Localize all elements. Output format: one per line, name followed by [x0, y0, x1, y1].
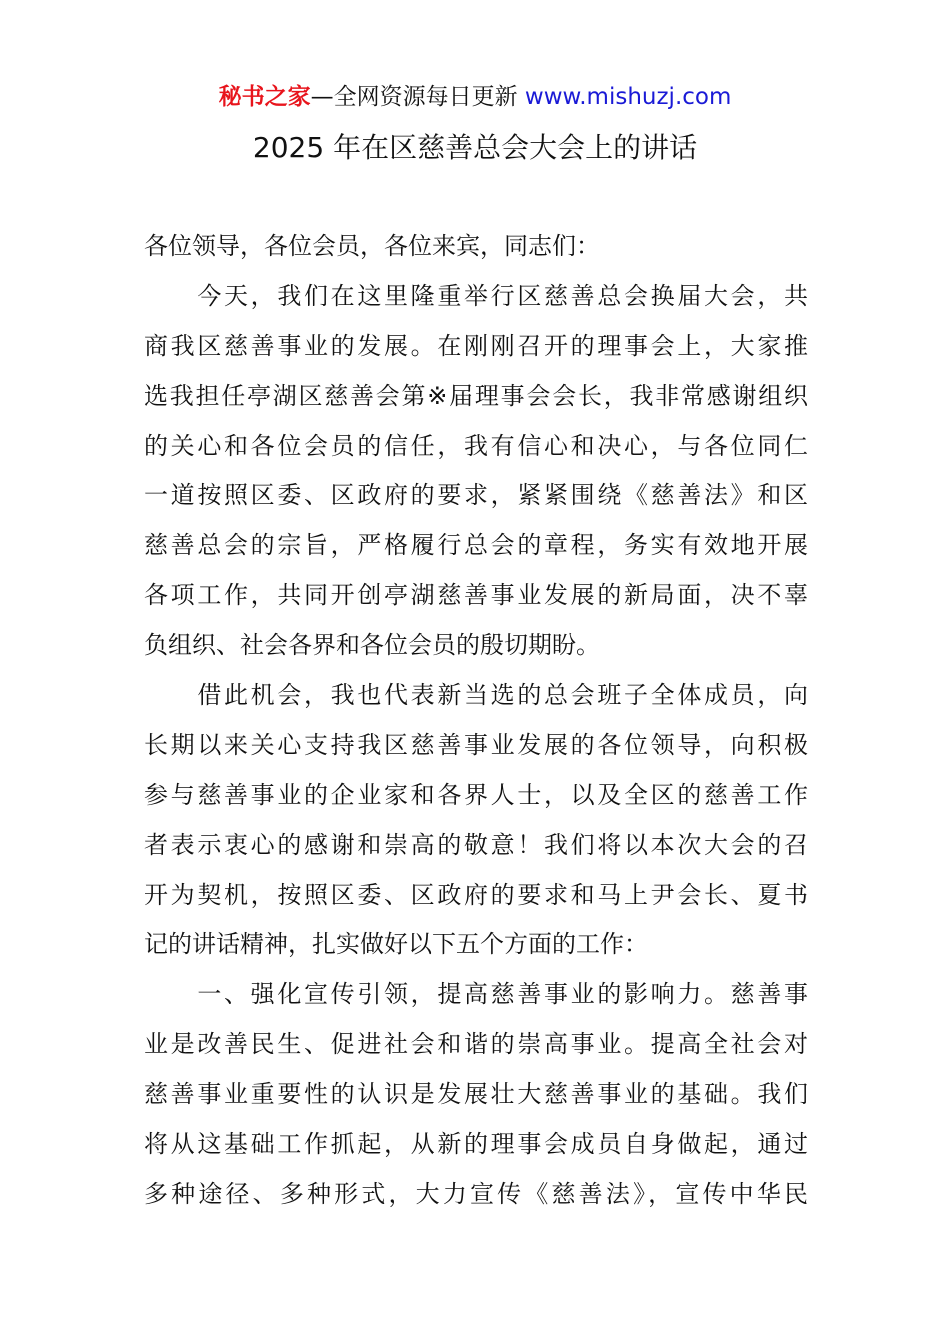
text-line: 的关心和各位会员的信任，我有信心和决心，与各位同仁 — [144, 431, 808, 460]
site-url-link[interactable]: www.mishuzj.com — [524, 84, 732, 110]
text-line: 借此机会，我也代表新当选的总会班子全体成员，向 — [144, 681, 808, 710]
text-line: 各项工作，共同开创亭湖慈善事业发展的新局面，决不辜 — [144, 581, 808, 610]
site-brand: 秘书之家 — [218, 84, 311, 110]
text-line: 长期以来关心支持我区慈善事业发展的各位领导，向积极 — [144, 730, 808, 759]
text-line: 负组织、社会各界和各位会员的殷切期盼。 — [144, 631, 600, 660]
document-body — [144, 222, 808, 1220]
text-line: 选我担任亭湖区慈善会第※届理事会会长，我非常感谢组织 — [144, 381, 808, 410]
document-title: 2025 年在区慈善总会大会上的讲话 — [252, 131, 698, 164]
text-line: 一道按照区委、区政府的要求，紧紧围绕《慈善法》和区 — [144, 481, 808, 510]
text-line: 慈善事业重要性的认识是发展壮大慈善事业的基础。我们 — [144, 1080, 808, 1109]
text-line: 开为契机，按照区委、区政府的要求和马上尹会长、夏书 — [144, 880, 808, 909]
text-line: 记的讲话精神，扎实做好以下五个方面的工作： — [144, 930, 648, 959]
site-tagline: —全网资源每日更新 — [310, 84, 518, 110]
text-line: 业是改善民生、促进社会和谐的崇高事业。提高全社会对 — [144, 1030, 808, 1059]
salutation-line: 各位领导，各位会员，各位来宾，同志们： — [144, 232, 600, 260]
text-line: 多种途径、多种形式，大力宣传《慈善法》，宣传中华民 — [144, 1179, 808, 1208]
text-line: 将从这基础工作抓起，从新的理事会成员自身做起，通过 — [144, 1130, 808, 1159]
text-line: 慈善总会的宗旨，严格履行总会的章程，务实有效地开展 — [144, 531, 808, 560]
text-line: 商我区慈善事业的发展。在刚刚召开的理事会上，大家推 — [144, 331, 808, 360]
text-line: 今天，我们在这里隆重举行区慈善总会换届大会，共 — [144, 281, 808, 310]
text-line: 一、强化宣传引领，提高慈善事业的影响力。慈善事 — [144, 980, 808, 1009]
site-header — [0, 80, 950, 114]
text-line: 者表示衷心的感谢和崇高的敬意！我们将以本次大会的召 — [144, 830, 808, 859]
text-line: 参与慈善事业的企业家和各界人士，以及全区的慈善工作 — [144, 780, 808, 809]
